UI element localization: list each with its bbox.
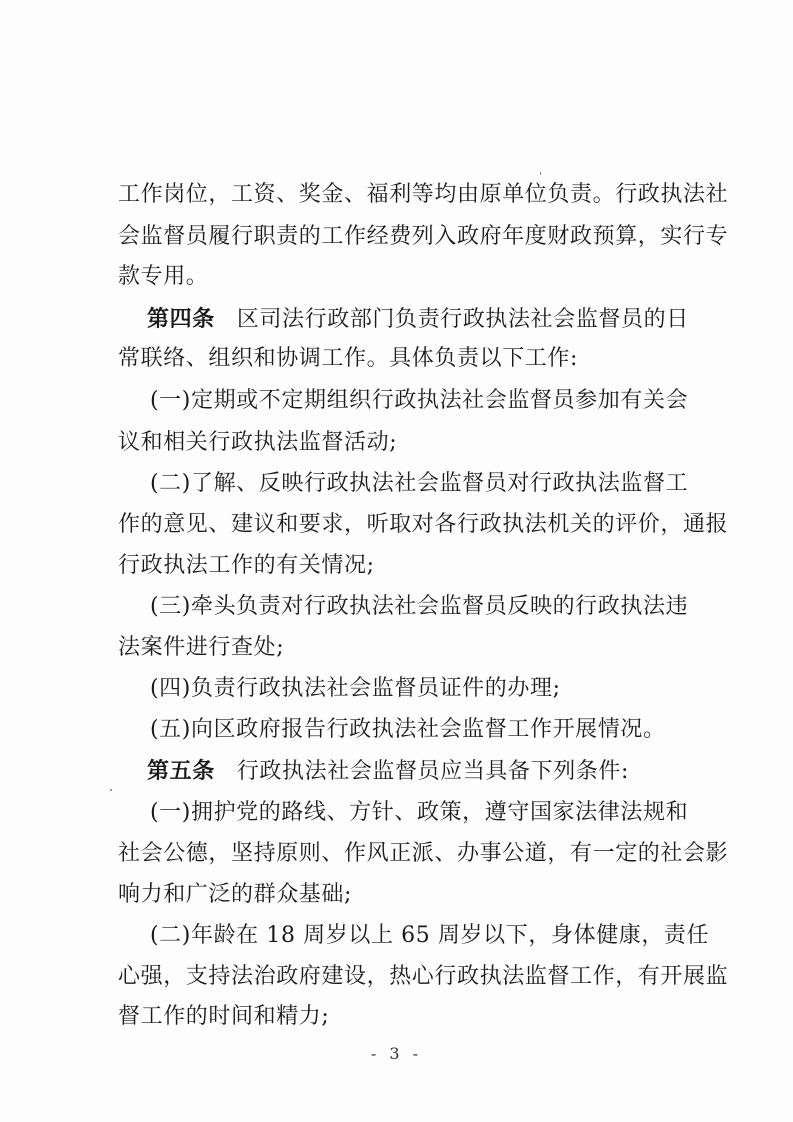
scan-speck [110, 789, 112, 791]
list-item-line: (一)拥护党的路线、方针、政策，遵守国家法律法规和 [150, 800, 689, 825]
body-text-line: 款专用。 [118, 264, 209, 289]
list-item-line: 议和相关行政执法监督活动; [118, 430, 398, 455]
scan-speck [540, 172, 541, 175]
list-item-line: 心强，支持法治政府建设，热心行政执法监督工作，有开展监 [118, 964, 729, 989]
body-text-line: 区司法行政部门负责行政执法社会监督员的日 [236, 307, 689, 332]
article-5-heading: 第五条 [147, 758, 215, 784]
list-item-line: 行政执法工作的有关情况; [118, 553, 375, 578]
body-text-line: 行政执法社会监督员应当具备下列条件: [236, 759, 630, 784]
body-text-line: 常联络、组织和协调工作。具体负责以下工作: [118, 346, 579, 371]
list-item-line: 法案件进行查处; [118, 635, 285, 660]
list-item-line: 响力和广泛的群众基础; [118, 882, 353, 907]
article-4-heading: 第四条 [147, 306, 215, 332]
list-item-line: (二)年龄在 18 周岁以上 65 周岁以下，身体健康，责任 [150, 923, 710, 948]
list-item-line: (三)牵头负责对行政执法社会监督员反映的行政执法违 [150, 594, 689, 619]
body-text-line: 会监督员履行职责的工作经费列入政府年度财政预算，实行专 [118, 224, 729, 249]
list-item-line: 社会公德，坚持原则、作风正派、办事公道，有一定的社会影 [118, 841, 729, 866]
body-text-line: 工作岗位，工资、奖金、福利等均由原单位负责。行政执法社 [118, 182, 729, 207]
list-item-line: (五)向区政府报告行政执法社会监督工作开展情况。 [150, 717, 666, 742]
list-item-line: (一)定期或不定期组织行政执法社会监督员参加有关会 [150, 388, 689, 413]
list-item-line: 作的意见、建议和要求，听取对各行政执法机关的评价，通报 [118, 512, 729, 537]
list-item-line: (四)负责行政执法社会监督员证件的办理; [150, 676, 561, 701]
page-number: - 3 - [370, 1044, 423, 1063]
list-item-line: 督工作的时间和精力; [118, 1004, 330, 1029]
article-4-first-line [147, 304, 689, 335]
article-5-first-line [147, 756, 629, 787]
list-item-line: (二)了解、反映行政执法社会监督员对行政执法监督工 [150, 471, 689, 496]
